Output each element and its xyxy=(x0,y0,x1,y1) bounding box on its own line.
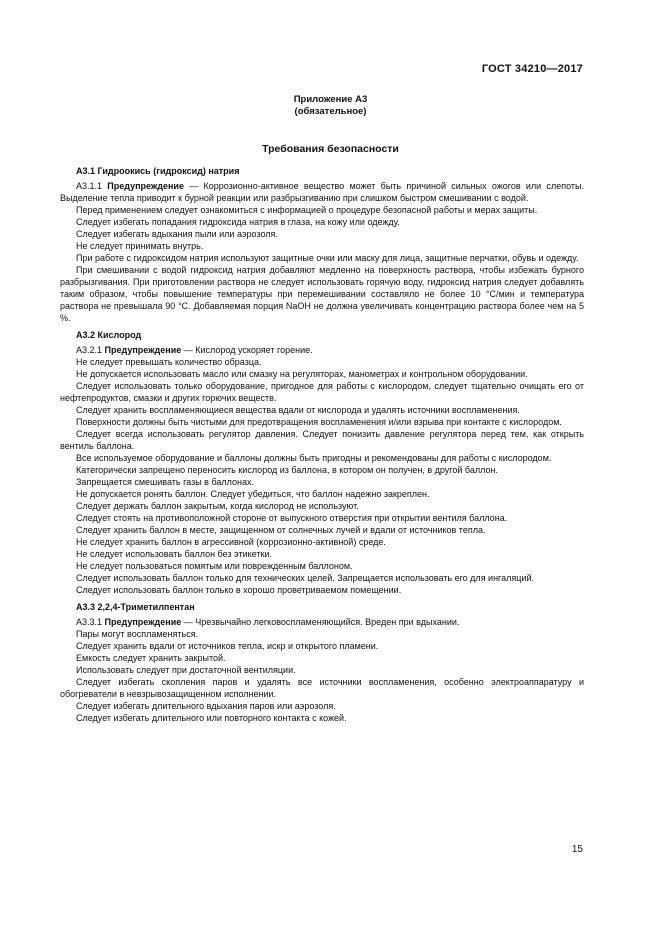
paragraph-text: Категорически запрещено переносить кислород из баллона, в котором он получен, в другой баллон. xyxy=(76,465,498,475)
paragraph xyxy=(60,500,584,512)
paragraph xyxy=(60,464,584,476)
paragraph-text: — Коррозионно-активное вещество может быть причиной сильных ожогов или слепоты. Выделение тепла приводит к бурной реакции или разбрызгиванию при слишком быстром смешивании с водой. xyxy=(60,181,584,203)
paragraph-text: Следует избегать скопления паров и удалять все источники воспламенения, особенно электроаппаратуру и обогреватели в невзрывозащищенном исполнении. xyxy=(60,677,584,699)
paragraph-text: Не следует использовать баллон без этикетки. xyxy=(76,549,272,559)
paragraph-text: Запрещается смешивать газы в баллонах. xyxy=(76,477,254,487)
paragraph-text: Следует избегать вдыхания пыли или аэрозоля. xyxy=(76,229,278,239)
paragraph-text: Следует избегать длительного вдыхания паров или аэрозоля. xyxy=(76,701,336,711)
section-heading: А3.2 Кислород xyxy=(76,330,142,340)
paragraph-text: Емкость следует хранить закрытой. xyxy=(76,653,226,663)
warning-label: Предупреждение xyxy=(104,617,182,627)
section-heading: А3.1 Гидроокись (гидроксид) натрия xyxy=(76,166,240,176)
paragraph-text: Следует использовать баллон только в хорошо проветриваемом помещении. xyxy=(76,585,402,595)
paragraph-text: Не следует пользоваться помятым или поврежденным баллоном. xyxy=(76,561,353,571)
paragraph-text: Не следует принимать внутрь. xyxy=(76,241,204,251)
section-title: Требования безопасности xyxy=(262,143,399,155)
paragraph xyxy=(60,676,584,700)
paragraph-text: Все используемое оборудование и баллоны должны быть пригодны и рекомендованы для работы с кислородом. xyxy=(76,453,552,463)
paragraph xyxy=(60,488,584,500)
warning-label: Предупреждение xyxy=(104,345,182,355)
paragraph xyxy=(60,264,584,324)
paragraph xyxy=(60,712,584,724)
paragraph-text: Следует хранить баллон в месте, защищенном от солнечных лучей и вдали от источников тепла. xyxy=(76,525,486,535)
paragraph xyxy=(60,252,584,264)
paragraph-text: При работе с гидроксидом натрия используют защитные очки или маску для лица, защитные перчатки, обувь и одежду. xyxy=(76,253,579,263)
clause-number: А3.2.1 xyxy=(76,345,103,355)
paragraph xyxy=(60,356,584,368)
paragraph xyxy=(60,652,584,664)
paragraph-text: Использовать следует при достаточной вентиляции. xyxy=(76,665,296,675)
paragraph xyxy=(60,216,584,228)
paragraph xyxy=(60,416,584,428)
paragraph xyxy=(60,380,584,404)
clause-number: А3.3.1 xyxy=(76,617,103,627)
paragraph-text: Не следует хранить баллон в агрессивной (коррозионно-активной) среде. xyxy=(76,537,386,547)
paragraph-text: Следует хранить воспламеняющиеся вещества вдали от кислорода и удалять источники воспламенения. xyxy=(76,405,520,415)
paragraph-text: Не допускается ронять баллон. Следует убедиться, что баллон надежно закреплен. xyxy=(76,489,430,499)
paragraph xyxy=(60,616,584,628)
paragraph-text: Не следует превышать количество образца. xyxy=(76,357,262,367)
paragraph xyxy=(60,700,584,712)
standard-number: ГОСТ 34210—2017 xyxy=(481,63,583,75)
paragraph-text: Следует держать баллон закрытым, когда кислород не используют. xyxy=(76,501,359,511)
paragraph-text: Перед применением следует ознакомиться с информацией о процедуре безопасной работы и мерах защиты. xyxy=(76,205,538,215)
paragraph-text: Следует всегда использовать регулятор давления. Следует понизить давление регулятора перед тем, как открыть вентиль баллона. xyxy=(60,429,584,451)
paragraph xyxy=(60,584,584,596)
paragraph xyxy=(60,180,584,204)
paragraph xyxy=(60,536,584,548)
paragraph xyxy=(60,452,584,464)
paragraph xyxy=(60,512,584,524)
paragraph-text: Не допускается использовать масло или смазку на регуляторах, манометрах и контрольном оборудовании. xyxy=(76,369,528,379)
paragraph-text: При смешивании с водой гидроксид натрия добавляют медленно на поверхность раствора, чтобы избежать бурного разбрызгивания. При приготовлении раствора не следует использовать горячую воду, гидроксид натрия следует добавлять таким образом, чтобы повышение температуры при перемешивании составляло не более 10 °С/мин и температура раствора не превышала 90 °С. Добавляемая порция NaOH не должна увеличивать концентрацию раствора более чем на 5 %. xyxy=(60,265,584,323)
paragraph-text: Следует избегать попадания гидроксида натрия в глаза, на кожу или одежду. xyxy=(76,217,400,227)
paragraph-text: Пары могут воспламеняться. xyxy=(76,629,199,639)
paragraph-text: Следует хранить вдали от источников тепла, искр и открытого пламени. xyxy=(76,641,379,651)
appendix-status: (обязательное) xyxy=(294,106,367,117)
page-number: 15 xyxy=(571,844,583,855)
paragraph xyxy=(60,640,584,652)
paragraph xyxy=(60,524,584,536)
paragraph xyxy=(60,664,584,676)
paragraph xyxy=(60,228,584,240)
document-body xyxy=(60,165,584,724)
section-heading: А3.3 2,2,4-Триметилпентан xyxy=(76,602,195,612)
paragraph xyxy=(60,548,584,560)
appendix-title: Приложение А3 xyxy=(293,94,368,105)
paragraph-text: Следует использовать баллон только для технических целей. Запрещается использовать его для ингаляций. xyxy=(76,573,534,583)
warning-label: Предупреждение xyxy=(107,181,184,191)
paragraph xyxy=(60,404,584,416)
paragraph xyxy=(60,572,584,584)
paragraph-text: Следует использовать только оборудование, пригодное для работы с кислородом, следует тщательно очищать его от нефтепродуктов, смазки и других горючих веществ. xyxy=(60,381,584,403)
paragraph xyxy=(60,628,584,640)
paragraph xyxy=(60,428,584,452)
clause-number: А3.1.1 xyxy=(76,181,103,191)
paragraph-text: Поверхности должны быть чистыми для предотвращения воспламенения и/или взрыва при контакте с кислородом. xyxy=(76,417,562,427)
paragraph xyxy=(60,368,584,380)
paragraph-text: — Чрезвычайно легковоспламеняющийся. Вреден при вдыхании. xyxy=(181,617,460,627)
paragraph-text: Следует избегать длительного или повторного контакта с кожей. xyxy=(76,713,347,723)
paragraph xyxy=(60,476,584,488)
paragraph xyxy=(60,344,584,356)
paragraph xyxy=(60,560,584,572)
paragraph xyxy=(60,204,584,216)
paragraph-text: Следует стоять на противоположной стороне от выпускного отверстия при открытии вентиля баллона. xyxy=(76,513,508,523)
paragraph-text: — Кислород ускоряет горение. xyxy=(181,345,313,355)
paragraph xyxy=(60,240,584,252)
